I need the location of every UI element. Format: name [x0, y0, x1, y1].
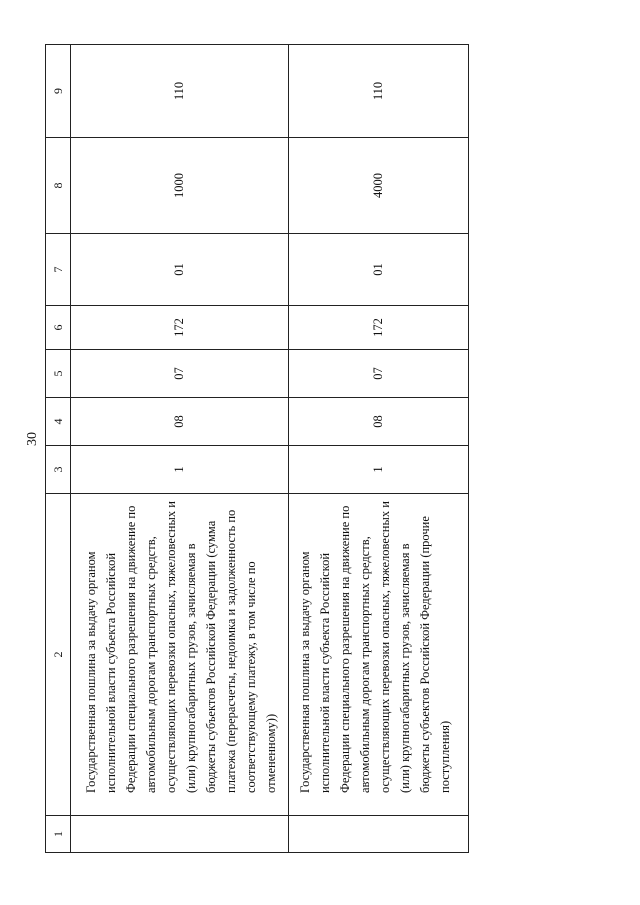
revenue-codes-table	[45, 44, 469, 853]
cell-col-3: 1	[289, 446, 469, 494]
table-header-row	[46, 45, 71, 853]
column-header: 3	[46, 446, 71, 494]
column-header: 5	[46, 350, 71, 398]
cell-col-6: 172	[289, 306, 469, 350]
cell-col-9: 110	[71, 45, 289, 138]
column-header: 7	[46, 234, 71, 306]
cell-col-5: 07	[71, 350, 289, 398]
cell-col-5: 07	[289, 350, 469, 398]
cell-col-1	[289, 816, 469, 853]
cell-col-9: 110	[289, 45, 469, 138]
page-number-text: 30	[25, 432, 40, 446]
table-row	[289, 45, 469, 853]
column-header: 4	[46, 398, 71, 446]
cell-col-7: 01	[289, 234, 469, 306]
cell-col-8: 1000	[71, 138, 289, 234]
cell-col-7: 01	[71, 234, 289, 306]
column-header: 9	[46, 45, 71, 138]
column-header: 8	[46, 138, 71, 234]
rotated-table-container	[45, 45, 452, 853]
page-number	[26, 424, 40, 454]
cell-col-4: 08	[289, 398, 469, 446]
column-header: 6	[46, 306, 71, 350]
cell-description: Государственная пошлина за выдачу органом исполнительной власти субъекта Российской Федерации специального разрешения на движение по автомобильным дорогам транспортных средств, осуществляющих перевозки опасных, тяжеловесных и (или) крупногабаритных грузов, зачисляемая в бюджеты субъектов Российской Федерации (сумма платежа (перерасчеты, недоимка и задолженность по соответствующему платежу, в том числе по отмененному))	[71, 494, 289, 816]
cell-col-1	[71, 816, 289, 853]
cell-col-6: 172	[71, 306, 289, 350]
table-row	[71, 45, 289, 853]
cell-col-4: 08	[71, 398, 289, 446]
cell-col-8: 4000	[289, 138, 469, 234]
cell-description: Государственная пошлина за выдачу органом исполнительной власти субъекта Российской Федерации специального разрешения на движение по автомобильным дорогам транспортных средств, осуществляющих перевозки опасных, тяжеловесных и (или) крупногабаритных грузов, зачисляемая в бюджеты субъектов Российской Федерации (прочие поступления)	[289, 494, 469, 816]
column-header: 2	[46, 494, 71, 816]
column-header: 1	[46, 816, 71, 853]
cell-col-3: 1	[71, 446, 289, 494]
